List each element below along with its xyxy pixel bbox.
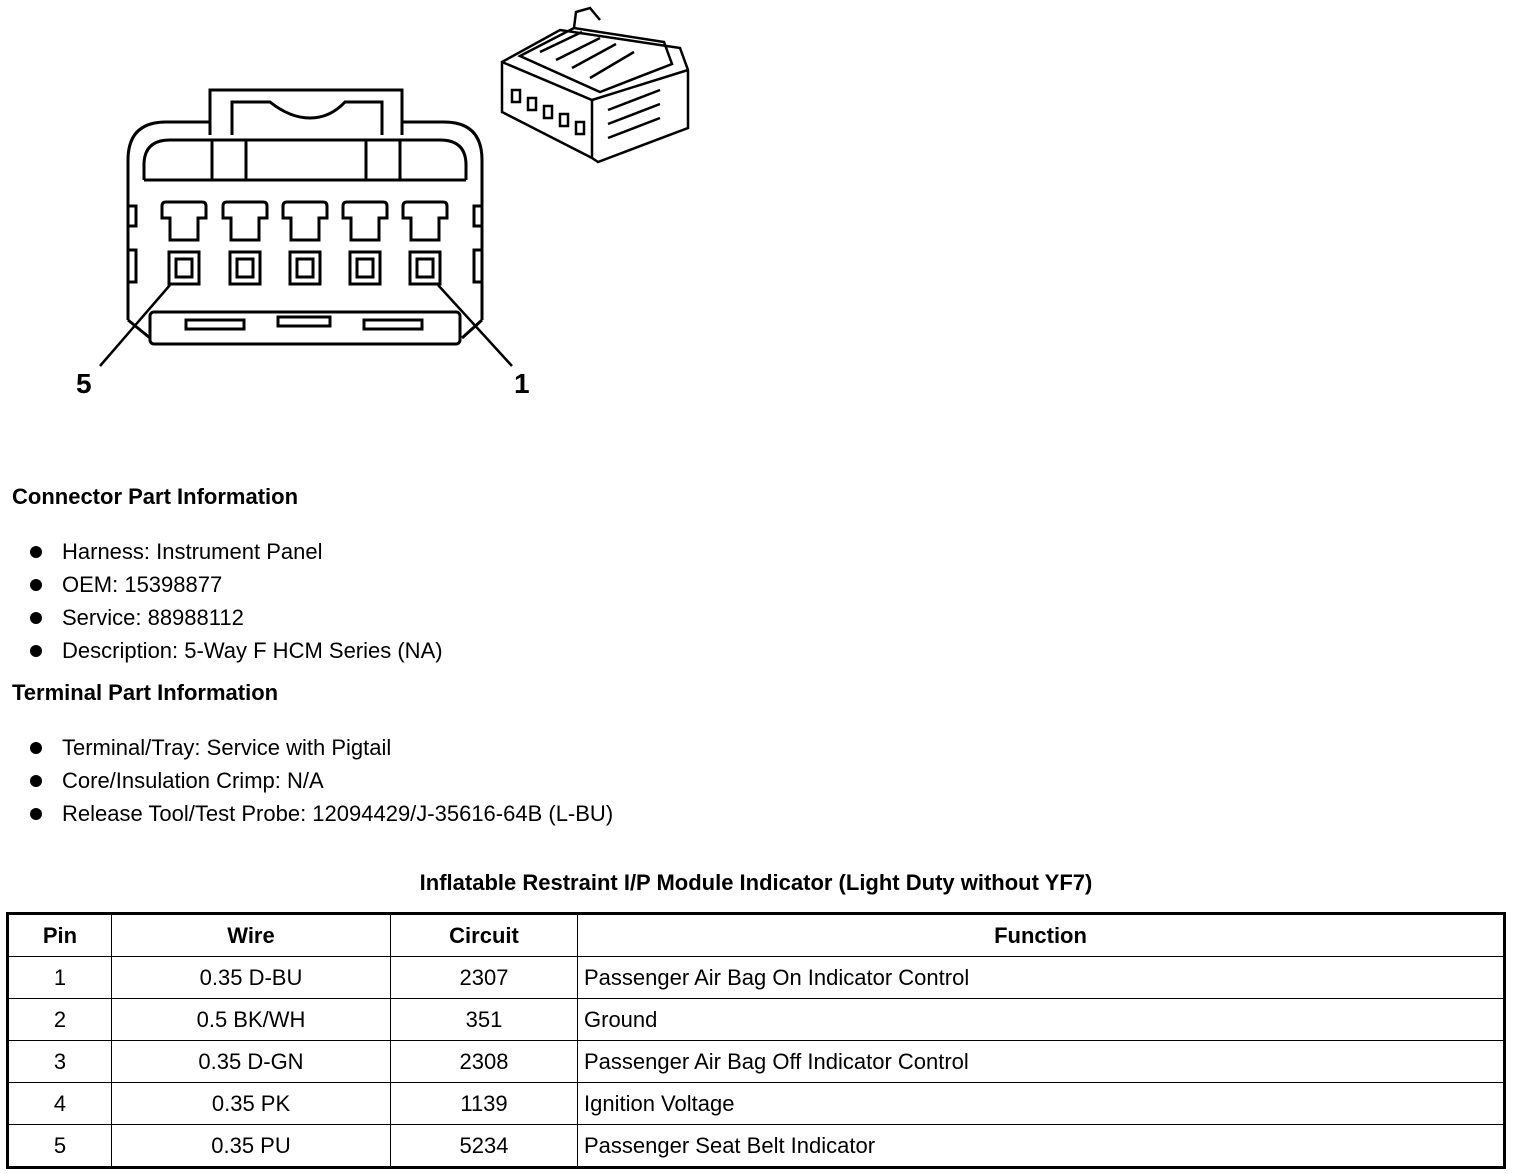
table-row <box>8 1125 1505 1168</box>
cell-pin: 5 <box>8 1125 112 1168</box>
terminal-cavity <box>350 252 380 284</box>
terminal-cavity <box>230 252 260 284</box>
cell-circuit: 2307 <box>391 957 578 999</box>
cell-circuit: 351 <box>391 999 578 1041</box>
table-header-row <box>8 914 1505 957</box>
list-item: Service: 88988112 <box>28 601 443 634</box>
terminal-cavities <box>162 202 447 284</box>
pin-5-label: 5 <box>76 368 92 399</box>
cell-pin: 1 <box>8 957 112 999</box>
cavity-latch <box>162 202 206 240</box>
cell-pin: 3 <box>8 1041 112 1083</box>
list-item: OEM: 15398877 <box>28 568 443 601</box>
cell-wire: 0.35 PU <box>112 1125 391 1168</box>
connector-diagram <box>0 0 720 420</box>
cavity-latch <box>283 202 327 240</box>
table-row <box>8 1041 1505 1083</box>
terminal-opening <box>357 259 373 277</box>
header-wire: Wire <box>112 914 391 957</box>
list-item: Terminal/Tray: Service with Pigtail <box>28 731 613 764</box>
table-row <box>8 999 1505 1041</box>
terminal-part-info-list <box>28 731 613 830</box>
cell-function: Ground <box>578 999 1505 1041</box>
cell-wire: 0.35 PK <box>112 1083 391 1125</box>
cell-wire: 0.35 D-GN <box>112 1041 391 1083</box>
terminal-cavity <box>290 252 320 284</box>
table-row <box>8 1083 1505 1125</box>
connector-part-info-title: Connector Part Information <box>12 484 299 509</box>
list-item: Release Tool/Test Probe: 12094429/J-35616-64B (L-BU) <box>28 797 613 830</box>
connector-isometric-view <box>502 8 688 162</box>
cavity-latch <box>223 202 267 240</box>
terminal-opening <box>297 259 313 277</box>
cavity-latch <box>343 202 387 240</box>
cell-function: Passenger Seat Belt Indicator <box>578 1125 1505 1168</box>
cavity-latch <box>403 202 447 240</box>
cell-pin: 2 <box>8 999 112 1041</box>
cell-function: Passenger Air Bag On Indicator Control <box>578 957 1505 999</box>
terminal-opening <box>237 259 253 277</box>
terminal-cavity <box>410 252 440 284</box>
terminal-opening <box>176 259 192 277</box>
cell-circuit: 2308 <box>391 1041 578 1083</box>
cell-wire: 0.35 D-BU <box>112 957 391 999</box>
list-item: Core/Insulation Crimp: N/A <box>28 764 613 797</box>
pinout-table <box>6 912 1506 1169</box>
cell-wire: 0.5 BK/WH <box>112 999 391 1041</box>
cell-circuit: 1139 <box>391 1083 578 1125</box>
header-pin: Pin <box>8 914 112 957</box>
connector-part-info-list <box>28 535 443 667</box>
pin-1-label: 1 <box>514 368 530 399</box>
terminal-cavity <box>169 252 199 284</box>
terminal-opening <box>417 259 433 277</box>
list-item: Description: 5-Way F HCM Series (NA) <box>28 634 443 667</box>
header-circuit: Circuit <box>391 914 578 957</box>
connector-face-view <box>128 90 482 344</box>
table-title: Inflatable Restraint I/P Module Indicator (Light Duty without YF7) <box>419 870 1093 895</box>
list-item: Harness: Instrument Panel <box>28 535 443 568</box>
terminal-part-info-title: Terminal Part Information <box>12 680 279 705</box>
table-row <box>8 957 1505 999</box>
header-function: Function <box>578 914 1505 957</box>
cell-function: Passenger Air Bag Off Indicator Control <box>578 1041 1505 1083</box>
cell-pin: 4 <box>8 1083 112 1125</box>
cell-function: Ignition Voltage <box>578 1083 1505 1125</box>
cell-circuit: 5234 <box>391 1125 578 1168</box>
